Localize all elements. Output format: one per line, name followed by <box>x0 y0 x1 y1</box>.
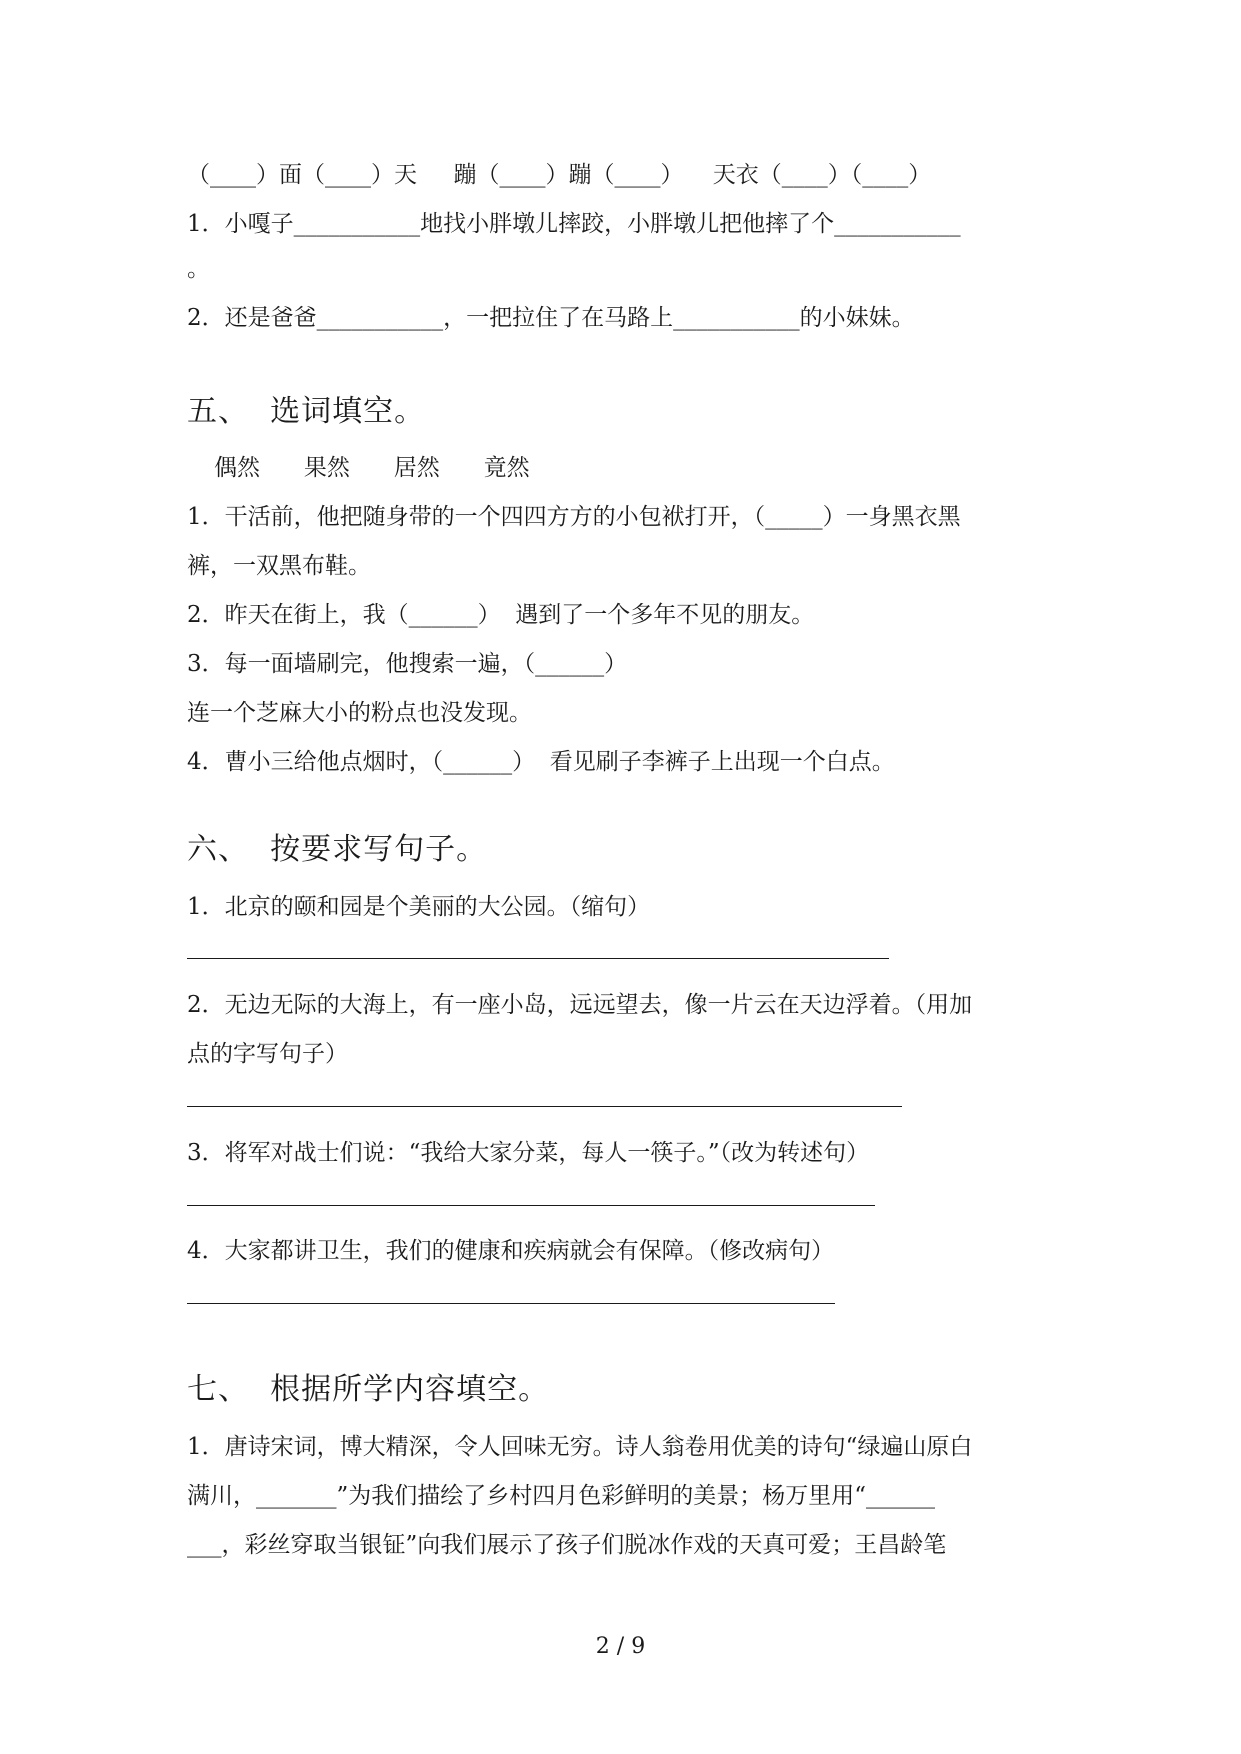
question-line: 2．还是爸爸___________，一把拉住了在马路上___________的小妹妹。 <box>187 305 915 331</box>
question-line: 1．北京的颐和园是个美丽的大公园。（缩句） <box>187 894 651 920</box>
question-line: 3．将军对战士们说：“我给大家分菜，每人一筷子。”（改为转述句） <box>187 1140 870 1166</box>
section-heading-seven: 七、 根据所学内容填空。 <box>187 1372 550 1407</box>
answer-line[interactable] <box>187 1303 835 1304</box>
page-number: 2 / 9 <box>595 1634 646 1659</box>
question-line: 1．干活前，他把随身带的一个四四方方的小包袱打开，（_____）一身黑衣黑 <box>187 504 961 530</box>
question-line: 4．曹小三给他点烟时，（______） 看见刷子李裤子上出现一个白点。 <box>187 749 895 775</box>
question-line: 2．昨天在街上，我（______） 遇到了一个多年不见的朋友。 <box>187 602 815 628</box>
question-line: 2．无边无际的大海上，有一座小岛，远远望去，像一片云在天边浮着。（用加 <box>187 992 973 1018</box>
question-line: 1．唐诗宋词，博大精深，令人回味无穷。诗人翁卷用优美的诗句“绿遍山原白 <box>187 1434 973 1460</box>
section-heading-five: 五、 选词填空。 <box>187 394 426 429</box>
section-heading-six: 六、 按要求写句子。 <box>187 832 488 867</box>
question-line: 1．小嘎子___________地找小胖墩儿摔跤，小胖墩儿把他摔了个___________ <box>187 211 961 237</box>
answer-line[interactable] <box>187 1106 902 1107</box>
question-line: 裤，一双黑布鞋。 <box>187 553 371 579</box>
word-bank: 偶然 果然 居然 竟然 <box>214 455 530 481</box>
word-fill-line: （____）面（____）天 蹦（____）蹦（____） 天衣（____）（____） <box>187 162 932 188</box>
question-line: 。 <box>187 256 210 282</box>
answer-line[interactable] <box>187 1205 875 1206</box>
question-line: 3．每一面墙刷完，他搜索一遍，（______） <box>187 651 628 677</box>
question-line: 点的字写句子） <box>187 1041 348 1067</box>
question-line: ___，彩丝穿取当银钲”向我们展示了孩子们脱冰作戏的天真可爱；王昌龄笔 <box>187 1532 947 1558</box>
question-line: 满川，_______”为我们描绘了乡村四月色彩鲜明的美景；杨万里用“______ <box>187 1483 936 1509</box>
answer-line[interactable] <box>187 958 889 959</box>
question-line: 连一个芝麻大小的粉点也没发现。 <box>187 700 532 726</box>
question-line: 4．大家都讲卫生，我们的健康和疾病就会有保障。（修改病句） <box>187 1238 835 1264</box>
